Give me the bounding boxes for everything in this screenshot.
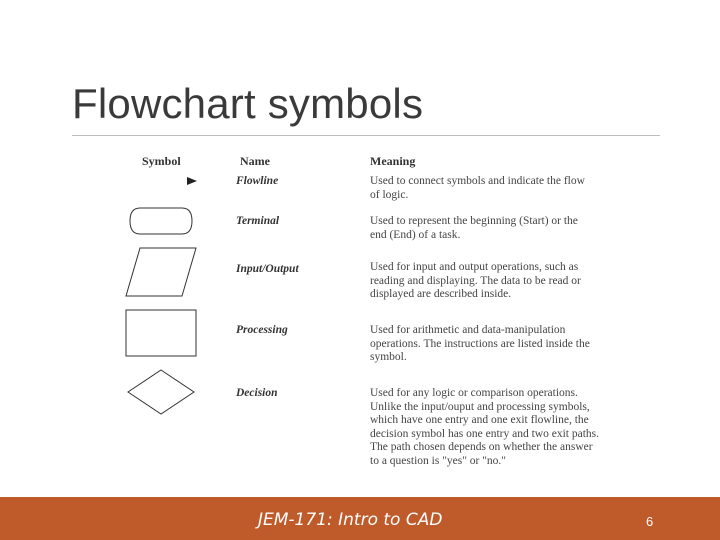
row-meaning: Used for arithmetic and data-manipulation operations. The instructions are listed inside the symbol.	[370, 324, 590, 363]
row-meaning: Used for any logic or comparison operations. Unlike the input/ouput and processing symbols, which have one entry and one exit flowline, the decision symbol has one entry and two exit paths. The path chosen depends on whether the answer to a question is "yes" or "no."	[370, 387, 600, 467]
row-name: Processing	[236, 324, 288, 336]
footer-course-label: JEM-171: Intro to CAD	[258, 510, 443, 530]
input-output-parallelogram-icon	[124, 246, 198, 298]
header-symbol: Symbol	[142, 154, 181, 168]
row-name: Decision	[236, 387, 278, 399]
row-meaning: Used to connect symbols and indicate the flow of logic.	[370, 175, 585, 201]
row-name: Input/Output	[236, 263, 299, 275]
row-meaning: Used for input and output operations, such as reading and displaying. The data to be read or displayed are described inside.	[370, 261, 581, 300]
row-name: Flowline	[236, 175, 279, 187]
page-number: 6	[646, 514, 654, 529]
row-name: Terminal	[236, 215, 280, 227]
row-meaning: Used to represent the beginning (Start) or the end (End) of a task.	[370, 215, 578, 241]
terminal-shape-icon	[128, 206, 194, 236]
processing-rectangle-icon	[124, 308, 198, 358]
flowchart-symbols-table	[118, 150, 618, 495]
flowline-arrow-icon	[186, 176, 198, 186]
header-meaning: Meaning	[370, 154, 416, 168]
decision-diamond-icon	[126, 368, 196, 416]
title-divider	[72, 135, 660, 136]
slide-title: Flowchart symbols	[72, 80, 424, 127]
header-name: Name	[240, 154, 270, 168]
